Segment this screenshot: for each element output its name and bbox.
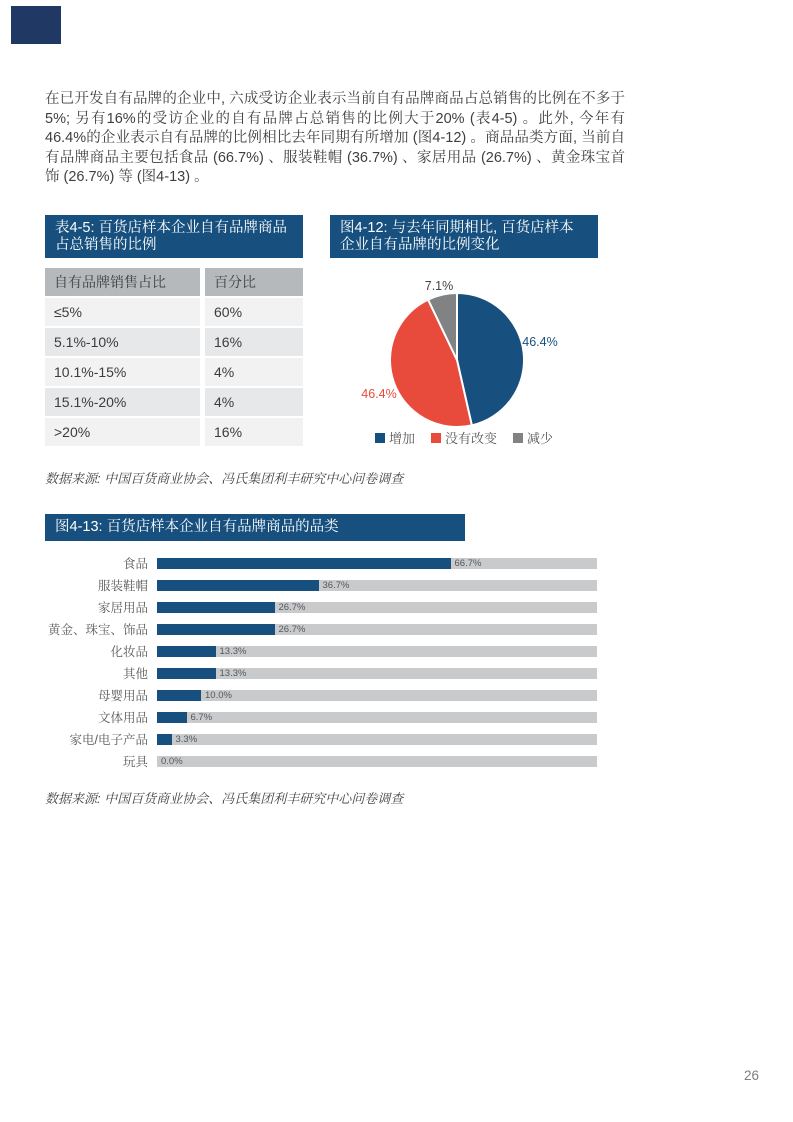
cell-percent: 4% bbox=[205, 388, 303, 416]
legend-swatch-icon bbox=[513, 433, 523, 443]
table-body bbox=[45, 298, 303, 446]
bar-track bbox=[157, 690, 597, 701]
source-note-2: 数据来源: 中国百货商业协会、冯氏集团利丰研究中心问卷调查 bbox=[45, 791, 404, 806]
bar-row bbox=[45, 618, 598, 640]
bar-value-label: 0.0% bbox=[161, 755, 183, 767]
bar-category-label: 家居用品 bbox=[97, 601, 148, 615]
bar-fill bbox=[157, 580, 319, 591]
pie-label-decrease: 7.1% bbox=[424, 279, 454, 293]
cell-range: >20% bbox=[45, 418, 200, 446]
bar-fill bbox=[157, 712, 187, 723]
figure-4-13-title: 图4-13: 百货店样本企业自有品牌商品的品类 bbox=[45, 514, 465, 541]
cell-percent: 16% bbox=[205, 418, 303, 446]
bar-row bbox=[45, 574, 598, 596]
bar-fill bbox=[157, 602, 275, 613]
bar-row bbox=[45, 596, 598, 618]
pie-chart-svg bbox=[372, 275, 542, 445]
table-4-5-title: 表4-5: 百货店样本企业自有品牌商品占总销售的比例 bbox=[45, 215, 303, 258]
column-header-share: 自有品牌销售占比 bbox=[45, 268, 200, 296]
source-note-1: 数据来源: 中国百货商业协会、冯氏集团利丰研究中心问卷调查 bbox=[45, 471, 404, 486]
table-row bbox=[45, 328, 303, 356]
bar-value-label: 3.3% bbox=[175, 733, 198, 745]
bar-fill bbox=[157, 646, 216, 657]
bar-track bbox=[157, 558, 597, 569]
legend-item bbox=[375, 428, 415, 447]
figure-4-12-title: 图4-12: 与去年同期相比, 百货店样本企业自有品牌的比例变化 bbox=[330, 215, 598, 258]
bar-row bbox=[45, 706, 598, 728]
bar-value-label: 10.0% bbox=[205, 689, 232, 701]
bar-value-label: 26.7% bbox=[278, 623, 306, 635]
bar-category-label: 黄金、珠宝、饰品 bbox=[47, 623, 148, 637]
bar-track bbox=[157, 712, 597, 723]
table-header-row bbox=[45, 268, 303, 296]
cell-percent: 60% bbox=[205, 298, 303, 326]
legend-swatch-icon bbox=[375, 433, 385, 443]
bar-row bbox=[45, 552, 598, 574]
bar-category-label: 食品 bbox=[122, 557, 148, 571]
bar-value-label: 26.7% bbox=[278, 601, 306, 613]
bar-row bbox=[45, 728, 598, 750]
bar-chart bbox=[45, 552, 598, 772]
column-header-percent: 百分比 bbox=[205, 268, 303, 296]
table-4-5 bbox=[45, 268, 303, 446]
bar-fill bbox=[157, 690, 201, 701]
bar-category-label: 文体用品 bbox=[97, 711, 148, 725]
bar-track bbox=[157, 602, 597, 613]
cell-range: ≤5% bbox=[45, 298, 200, 326]
bar-track bbox=[157, 668, 597, 679]
table-row bbox=[45, 298, 303, 326]
bar-fill bbox=[157, 624, 275, 635]
cell-percent: 16% bbox=[205, 328, 303, 356]
bar-category-label: 玩具 bbox=[122, 755, 148, 769]
legend-item bbox=[513, 428, 553, 447]
bar-category-label: 其他 bbox=[122, 667, 148, 681]
table-row bbox=[45, 358, 303, 386]
pie-label-no-change: 46.4% bbox=[361, 387, 397, 401]
pie-legend bbox=[330, 428, 598, 447]
bar-category-label: 化妆品 bbox=[110, 645, 148, 659]
legend-label: 没有改变 bbox=[444, 431, 497, 446]
table-4-5-section bbox=[45, 215, 303, 448]
bar-row bbox=[45, 684, 598, 706]
bar-value-label: 13.3% bbox=[219, 645, 247, 657]
cell-range: 5.1%-10% bbox=[45, 328, 200, 356]
bar-row bbox=[45, 640, 598, 662]
bar-track bbox=[157, 756, 597, 767]
page-number: 26 bbox=[744, 1068, 760, 1083]
bar-fill bbox=[157, 558, 451, 569]
bar-track bbox=[157, 624, 597, 635]
intro-paragraph: 在已开发自有品牌的企业中, 六成受访企业表示当前自有品牌商品占总销售的比例在不多于5%; 另有16%的受访企业的自有品牌占总销售的比例大于20% (表4-5) 。此外, 今年有46.4%的企业表示自有品牌的比例相比去年同期有所增加 (图4-12) 。商品品类方面, 当前自有品牌商品主要包括食品 (66.7%) 、服装鞋帽 (36.7%) 、家居用品 (26.7%) 、黄金珠宝首饰 (26.7%) 等 (图4-13) 。 bbox=[45, 91, 625, 185]
figure-4-12-section bbox=[330, 215, 598, 450]
page-corner-marker bbox=[11, 6, 61, 44]
bar-value-label: 6.7% bbox=[190, 711, 213, 723]
bar-row bbox=[45, 750, 598, 772]
bar-track bbox=[157, 646, 597, 657]
bar-value-label: 13.3% bbox=[219, 667, 247, 679]
table-row bbox=[45, 418, 303, 446]
bar-value-label: 36.7% bbox=[322, 579, 350, 591]
bar-category-label: 母婴用品 bbox=[97, 689, 148, 703]
bar-category-label: 家电/电子产品 bbox=[69, 733, 148, 747]
bar-category-label: 服装鞋帽 bbox=[97, 579, 148, 593]
legend-label: 增加 bbox=[388, 431, 415, 446]
bar-row bbox=[45, 662, 598, 684]
legend-swatch-icon bbox=[431, 433, 441, 443]
cell-range: 10.1%-15% bbox=[45, 358, 200, 386]
bar-fill bbox=[157, 668, 216, 679]
pie-label-increase: 46.4% bbox=[522, 335, 558, 349]
bar-track bbox=[157, 580, 597, 591]
cell-range: 15.1%-20% bbox=[45, 388, 200, 416]
bar-fill bbox=[157, 734, 172, 745]
bar-track bbox=[157, 734, 597, 745]
legend-label: 减少 bbox=[527, 431, 554, 446]
table-row bbox=[45, 388, 303, 416]
bar-value-label: 66.7% bbox=[454, 557, 482, 569]
legend-item bbox=[431, 428, 497, 447]
cell-percent: 4% bbox=[205, 358, 303, 386]
